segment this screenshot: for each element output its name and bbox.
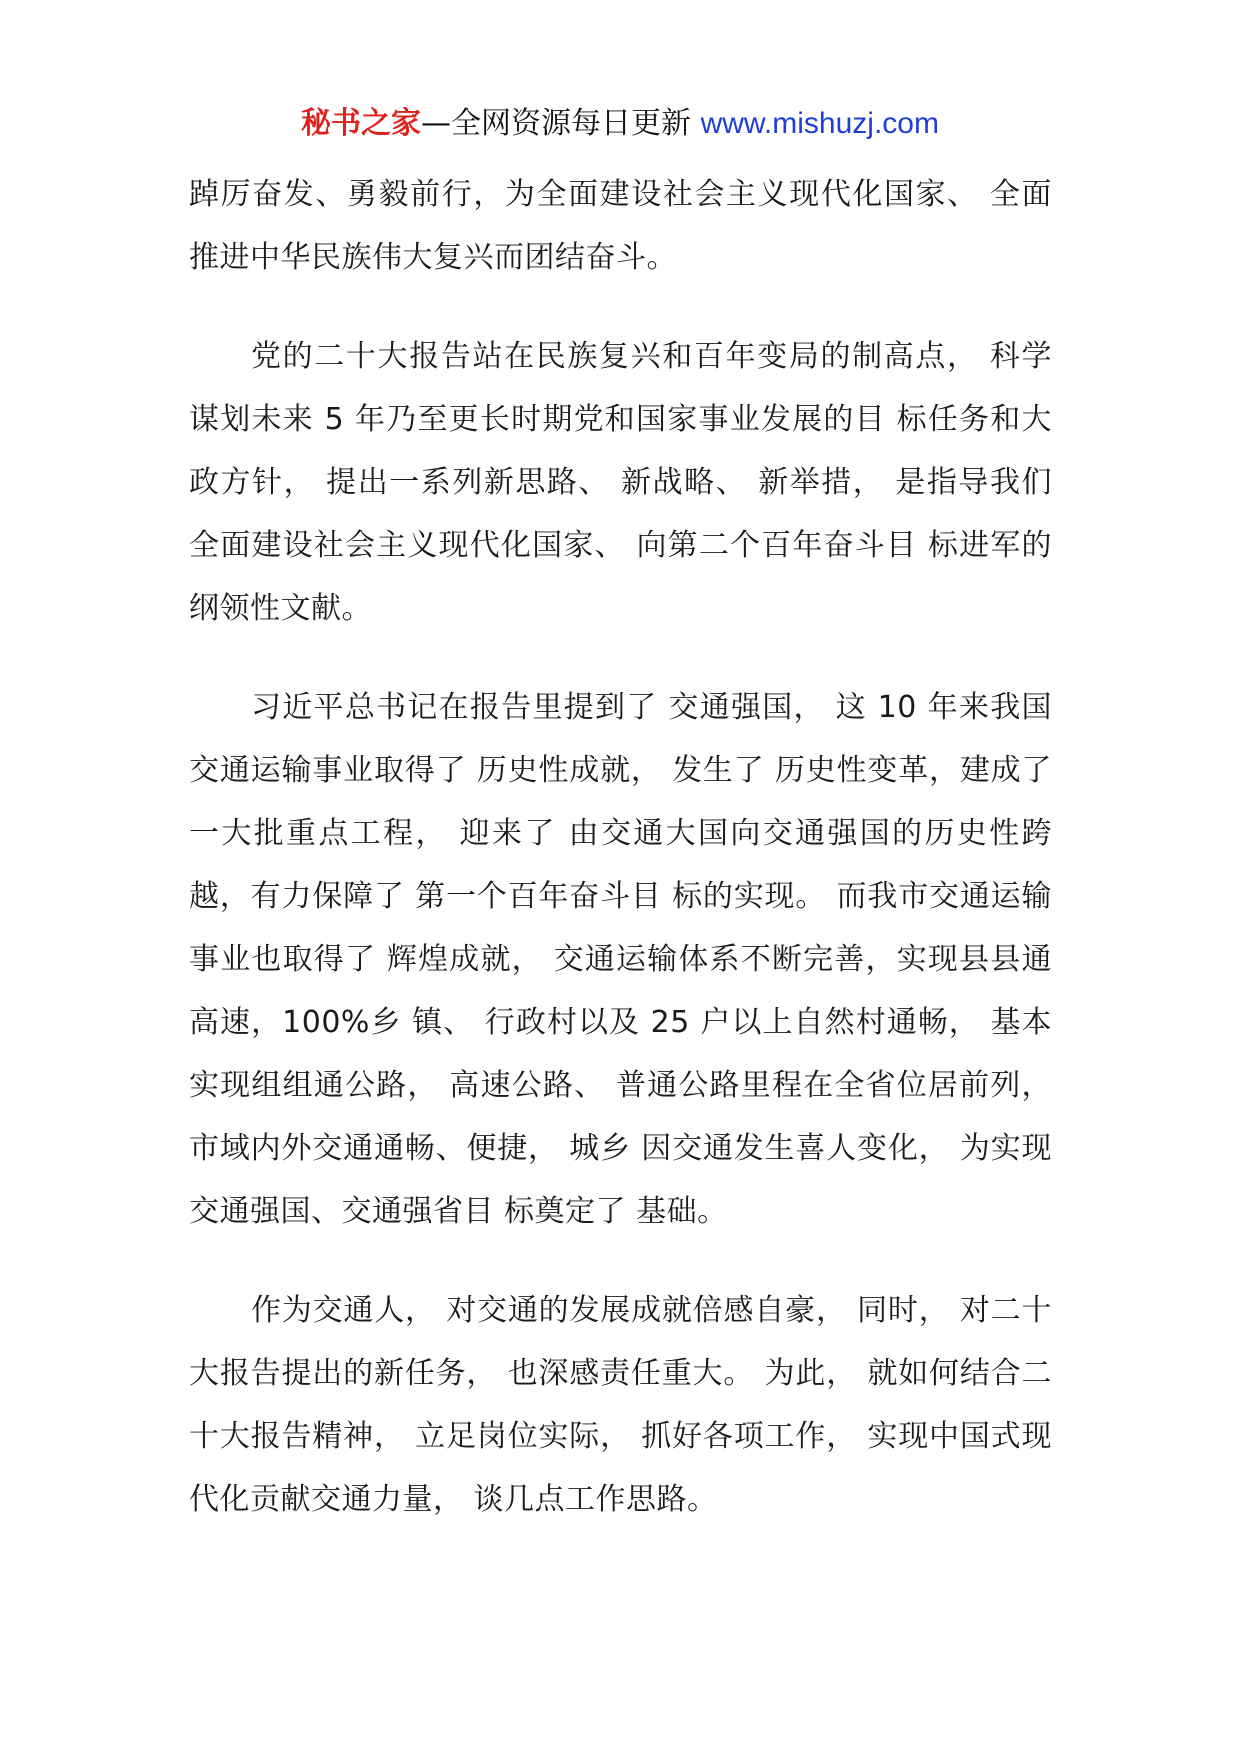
document-body xyxy=(189,163,1052,1567)
site-url-link[interactable]: www.mishuzj.com xyxy=(700,107,939,140)
header-tagline: —全网资源每日更新 xyxy=(421,106,692,141)
brand-name: 秘书之家 xyxy=(301,106,422,141)
paragraph-report-overview: 党的二十大报告站在民族复兴和百年变局的制高点， 科学谋划未来 5 年乃至更长时期党和国家事业发展的目 标任务和大政方针， 提出一系列新思路、 新战略、 新举措， 是指导我们全面建设社会主义现代化国家、 向第二个百年奋斗目 标进军的纲领性文献。 xyxy=(189,339,1052,626)
page-header xyxy=(0,104,1240,144)
paragraph-transport-achievements: 习近平总书记在报告里提到了 交通强国， 这 10 年来我国交通运输事业取得了 历史性成就， 发生了 历史性变革，建成了一大批重点工程， 迎来了 由交通大国向交通强国的历史性跨越，有力保障了 第一个百年奋斗目 标的实现。 而我市交通运输事业也取得了 辉煌成就， 交通运输体系不断完善，实现县县通高速，100%乡 镇、 行政村以及 25 户以上自然村通畅， 基本实现组组通公路， 高速公路、 普通公路里程在全省位居前列， 市域内外交通通畅、便捷， 城乡 因交通发生喜人变化， 为实现交通强国、交通强省目 标奠定了 基础。 xyxy=(189,690,1052,1229)
paragraph-continuation: 踔厉奋发、勇毅前行，为全面建设社会主义现代化国家、 全面推进中华民族伟大复兴而团结奋斗。 xyxy=(189,177,1052,275)
paragraph-work-ideas: 作为交通人， 对交通的发展成就倍感自豪， 同时， 对二十大报告提出的新任务， 也深感责任重大。 为此， 就如何结合二十大报告精神， 立足岗位实际， 抓好各项工作， 实现中国式现代化贡献交通力量， 谈几点工作思路。 xyxy=(189,1293,1052,1517)
